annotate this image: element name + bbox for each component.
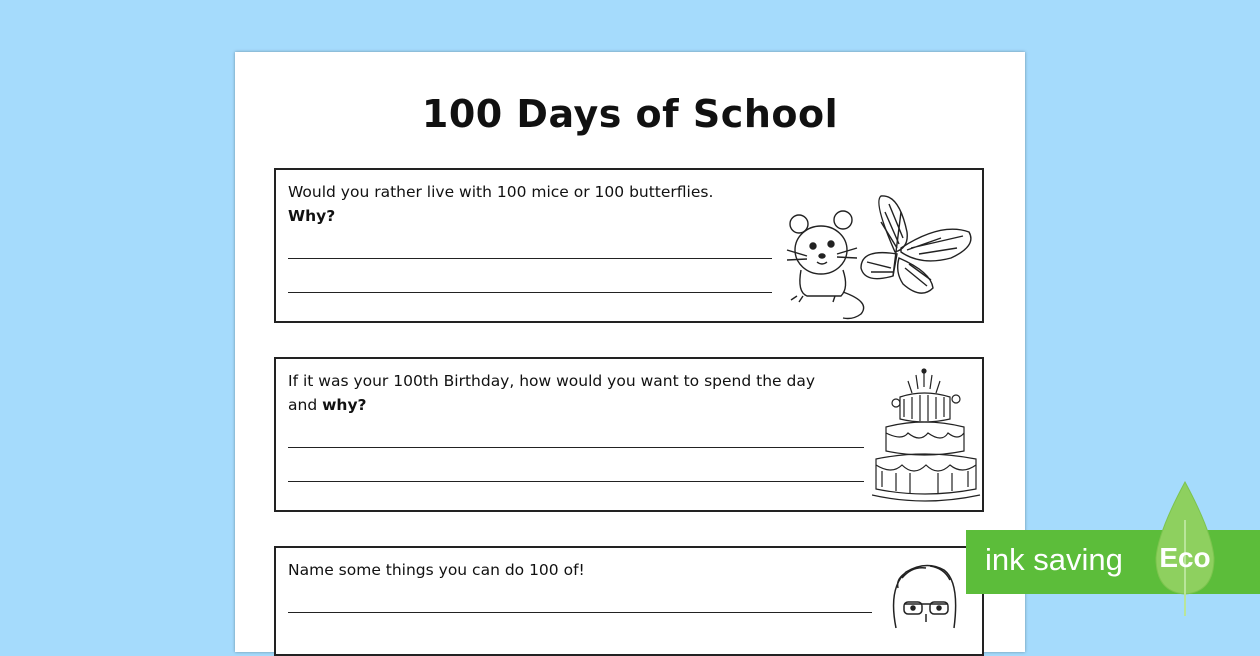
question-box-2 <box>274 357 984 512</box>
question-1-line1: Would you rather live with 100 mice or 100 butterflies. <box>288 183 714 201</box>
question-box-3 <box>274 546 984 656</box>
worksheet-title: 100 Days of School <box>421 92 839 136</box>
question-2-why: why? <box>322 396 367 414</box>
birthday-cake-illustration <box>872 367 982 507</box>
answer-line <box>288 447 864 448</box>
face-illustration <box>882 558 972 638</box>
question-box-1 <box>274 168 984 323</box>
mouse-drawing <box>787 211 864 319</box>
question-2-line1: If it was your 100th Birthday, how would you want to spend the day <box>288 372 815 390</box>
answer-line <box>288 258 772 259</box>
question-3-text <box>288 558 585 582</box>
eco-drop <box>1150 480 1220 624</box>
question-1-text <box>288 180 713 228</box>
question-3-line1: Name some things you can do 100 of! <box>288 561 585 579</box>
question-2-line2-prefix: and <box>288 396 323 414</box>
butterfly-drawing <box>861 196 971 293</box>
question-1-why: Why? <box>288 207 336 225</box>
question-2-text <box>288 369 815 417</box>
ink-saving-label: ink saving <box>985 542 1123 577</box>
mouse-butterfly-illustration <box>781 192 981 322</box>
answer-line <box>288 612 872 613</box>
eco-label: Eco <box>1159 542 1211 573</box>
answer-line <box>288 481 864 482</box>
answer-line <box>288 292 772 293</box>
